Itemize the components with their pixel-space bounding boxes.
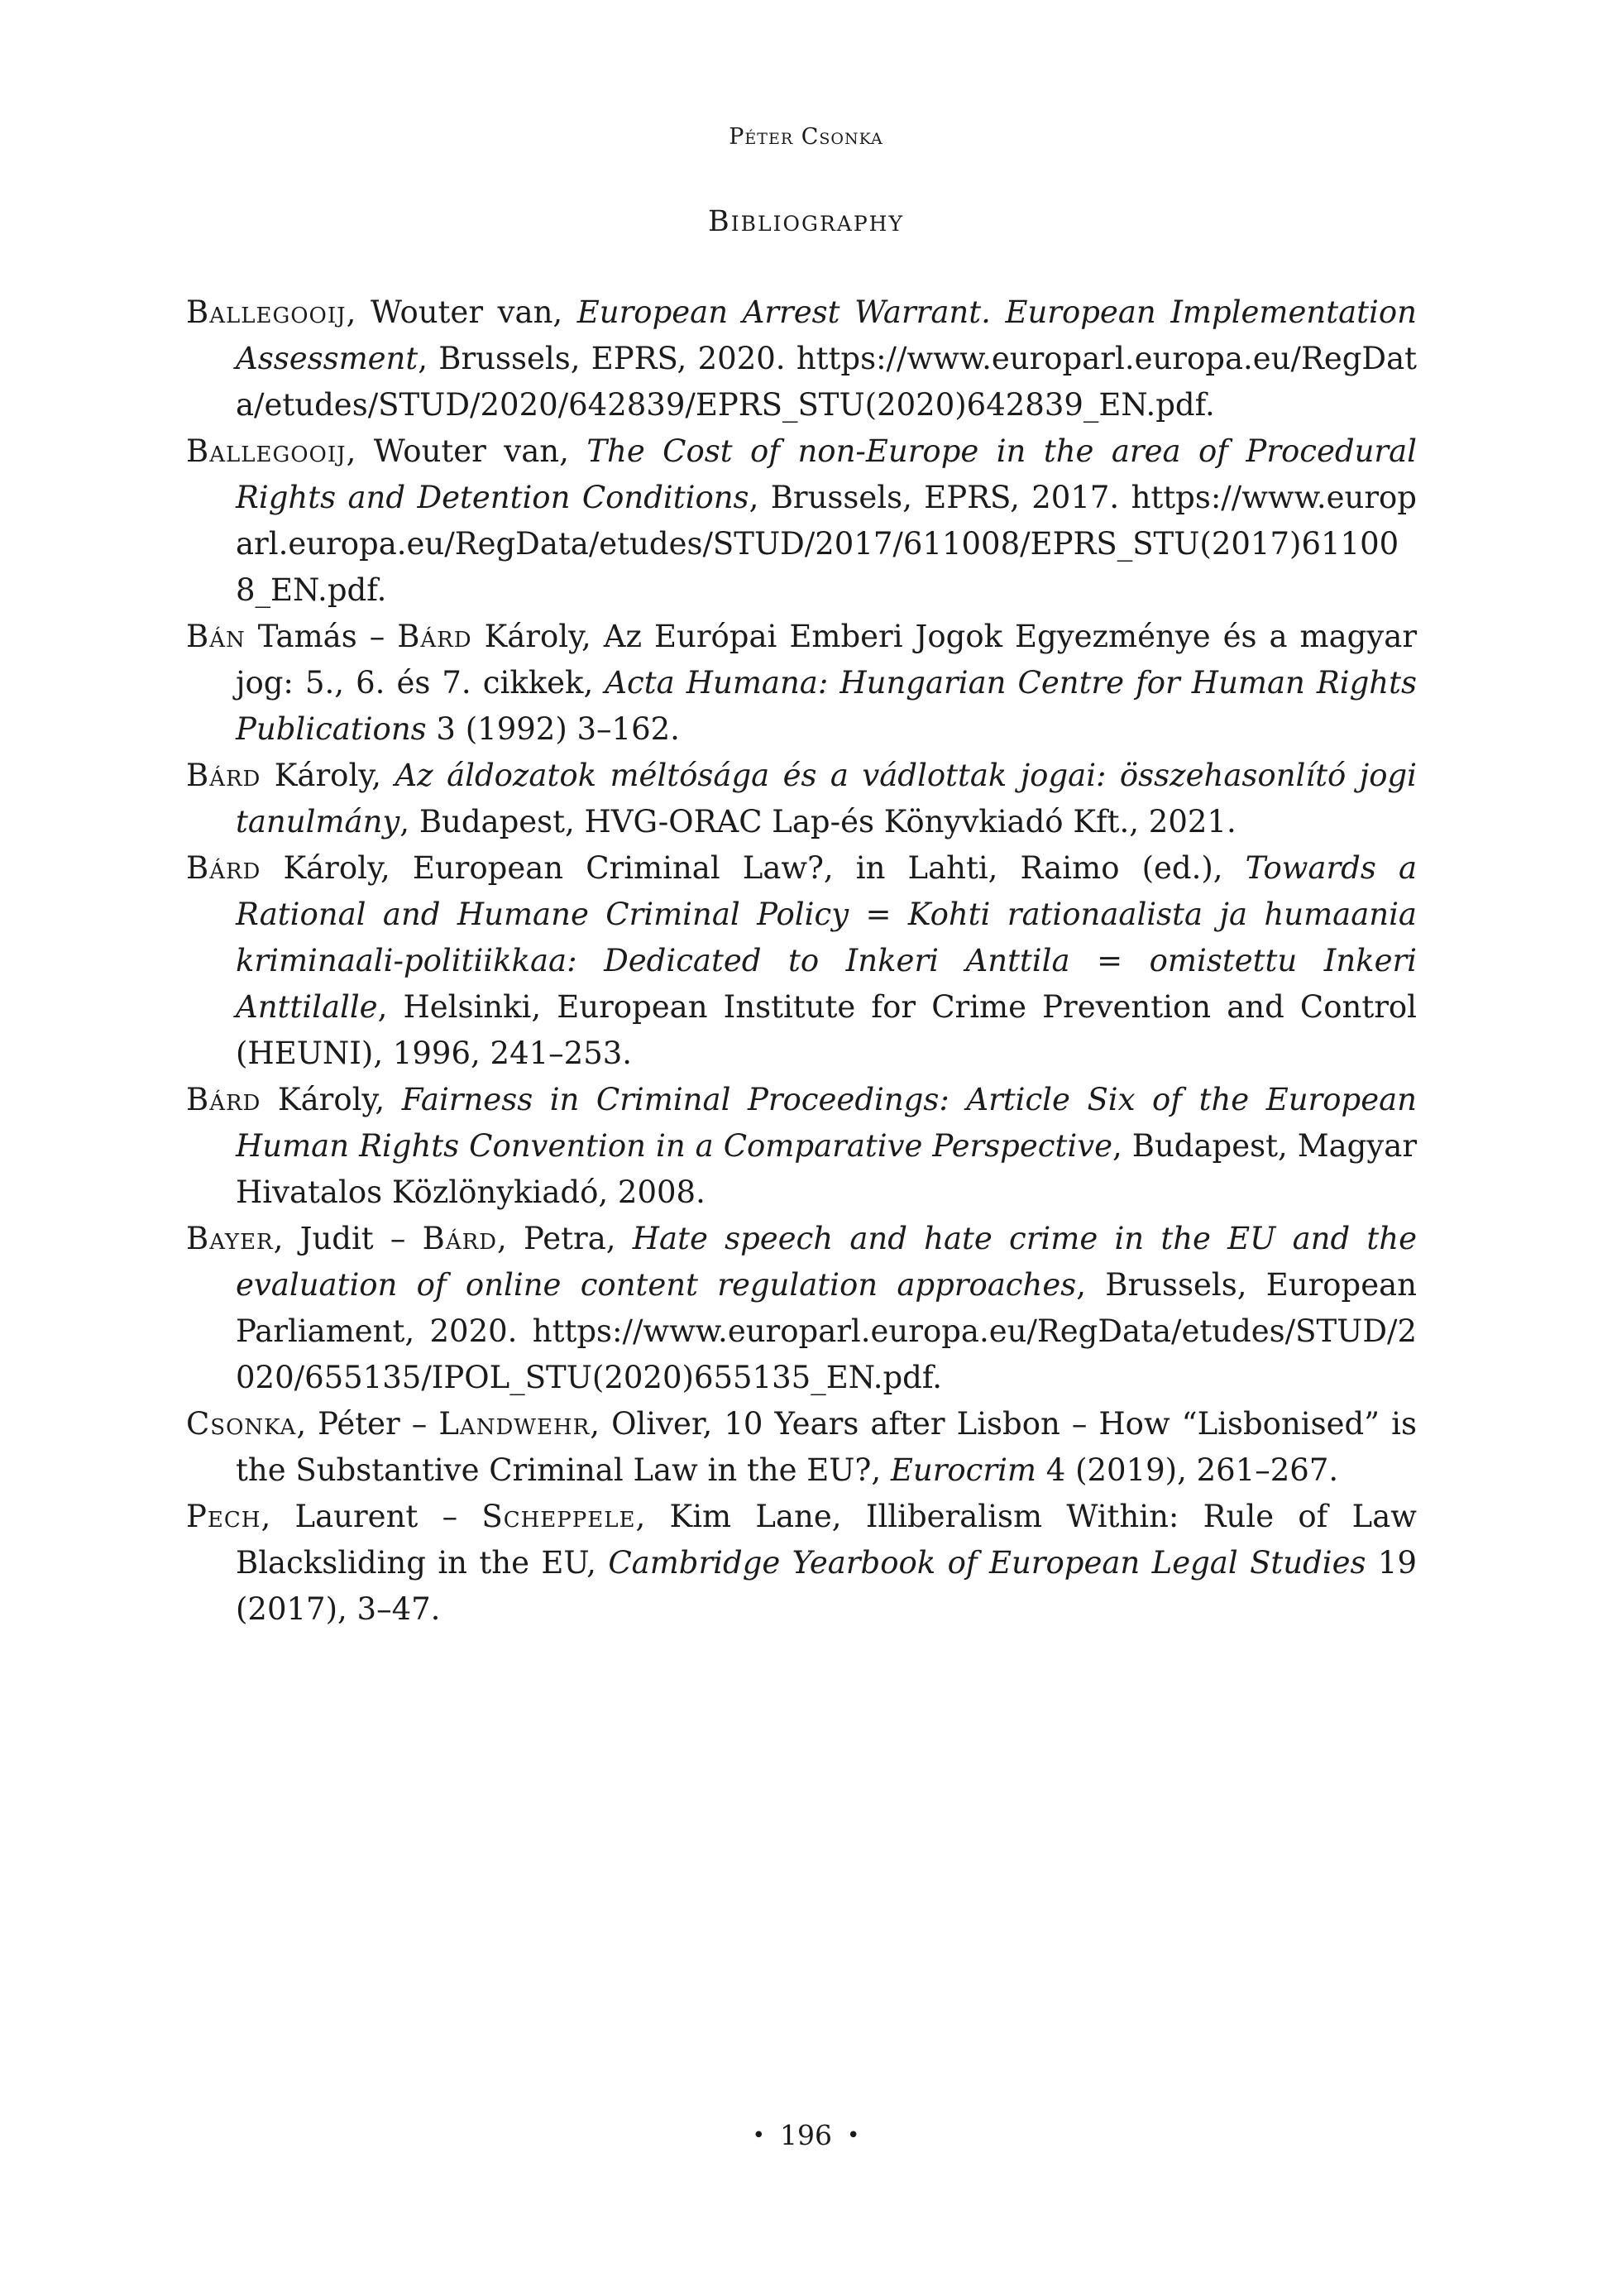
entry-text: Károly, <box>261 1082 402 1117</box>
entry-publication: , Helsinki, European Institute for Crime Prevention and Control (HEUNI), 1996, 241–253. <box>236 989 1417 1071</box>
entry-coauthor-surname: Bárd <box>397 619 472 654</box>
entry-author-surname: Pech <box>186 1499 261 1534</box>
entry-title: Cambridge Yearbook of European Legal Studies <box>608 1545 1366 1581</box>
bibliography-list <box>186 289 1417 1633</box>
page-number: 196 <box>780 2119 832 2151</box>
bibliography-entry <box>186 1216 1417 1401</box>
entry-text: , Kim Lane, Illiberalism Within: Rule of Law Blacksliding in the EU, <box>236 1499 1417 1581</box>
entry-coauthor-surname: Bárd <box>422 1221 498 1256</box>
entry-coauthor-surname: Landwehr <box>438 1406 591 1442</box>
section-title: Bibliography <box>708 205 904 238</box>
entry-coauthor-surname: Scheppele <box>481 1499 636 1534</box>
entry-publication: 4 (2019), 261–267. <box>1036 1452 1339 1488</box>
entry-author-surname: Bárd <box>186 1082 261 1117</box>
entry-text: , Wouter van, <box>346 294 577 330</box>
entry-text: , Péter – <box>296 1406 439 1442</box>
entry-title: Acta Humana: Hungarian Centre for Human Rights Publications <box>236 665 1417 747</box>
bibliography-entry <box>186 428 1417 614</box>
entry-publication: , Budapest, HVG-ORAC Lap-és Könyvkiadó Kft., 2021. <box>399 804 1237 839</box>
bibliography-entry <box>186 1494 1417 1633</box>
bibliography-entry <box>186 1401 1417 1494</box>
entry-publication: , Budapest, Magyar Hivatalos Közlönykiadó, 2008. <box>236 1128 1418 1210</box>
entry-text: , Laurent – <box>261 1499 482 1534</box>
entry-text: , Oliver, 10 Years after Lisbon – How “Lisbonised” is the Substantive Criminal Law in the EU?, <box>236 1406 1417 1488</box>
entry-url[interactable]: https://www.europarl.europa.eu/RegData/etudes/STUD/2017/611008/EPRS_STU(2017)611008_EN.pdf. <box>236 480 1417 608</box>
entry-text: , Petra, <box>497 1221 633 1256</box>
page-footer <box>0 2119 1612 2151</box>
entry-publication: , Brussels, EPRS, 2017. <box>749 480 1131 515</box>
bibliography-entry <box>186 753 1417 845</box>
entry-text: , Judit – <box>273 1221 423 1256</box>
bibliography-entry <box>186 614 1417 753</box>
entry-title: The Cost of non-Europe in the area of Procedural Rights and Detention Conditions <box>236 433 1417 515</box>
entry-url[interactable]: https://www.europarl.europa.eu/RegData/etudes/STUD/2020/642839/EPRS_STU(2020)642839_EN.pdf. <box>236 341 1417 423</box>
bibliography-entry <box>186 1077 1417 1216</box>
running-head-author: Péter Csonka <box>729 124 883 150</box>
entry-author-surname: Bayer <box>186 1221 274 1256</box>
entry-text: Tamás – <box>245 619 398 654</box>
entry-publication: , Brussels, European Parliament, 2020. <box>236 1267 1418 1349</box>
entry-publication: , Brussels, EPRS, 2020. <box>418 341 796 376</box>
bullet-ornament-icon: • <box>847 2123 860 2148</box>
entry-author-surname: Csonka <box>186 1406 297 1442</box>
entry-publication: 3 (1992) 3–162. <box>426 711 680 747</box>
entry-title: Hate speech and hate crime in the EU and the evaluation of online content regulation approaches <box>236 1221 1417 1303</box>
entry-title: Az áldozatok méltósága és a vádlottak jogai: összehasonlító jogi tanulmány <box>236 758 1418 839</box>
entry-text: Károly, European Criminal Law?, in Lahti, Raimo (ed.), <box>261 850 1246 886</box>
entry-title: European Arrest Warrant. European Implementation Assessment <box>236 294 1417 376</box>
entry-publication: 19 (2017), 3–47. <box>236 1545 1418 1627</box>
entry-text: Károly, Az Európai Emberi Jogok Egyezménye és a magyar jog: 5., 6. és 7. cikkek, <box>236 619 1418 701</box>
entry-text: Károly, <box>261 758 395 793</box>
bibliography-entry <box>186 845 1417 1077</box>
entry-author-surname: Ballegooij <box>186 433 347 469</box>
bullet-ornament-icon: • <box>752 2123 765 2148</box>
entry-title: Fairness in Criminal Proceedings: Article Six of the European Human Rights Convention in a Comparative Perspective <box>236 1082 1417 1164</box>
entry-title: Towards a Rational and Humane Criminal Policy = Kohti rationaalista ja humaania kriminaali-politiikkaa: Dedicated to Inkeri Anttila = omistettu Inkeri Anttilalle <box>236 850 1417 1025</box>
entry-author-surname: Bárd <box>186 850 261 886</box>
entry-author-surname: Bárd <box>186 758 261 793</box>
entry-text: , Wouter van, <box>346 433 587 469</box>
entry-author-surname: Ballegooij <box>186 294 347 330</box>
entry-url[interactable]: https://www.europarl.europa.eu/RegData/etudes/STUD/2020/655135/IPOL_STU(2020)655135_EN.pdf. <box>236 1313 1417 1395</box>
entry-author-surname: Bán <box>186 619 246 654</box>
entry-title: Eurocrim <box>890 1452 1036 1488</box>
bibliography-entry <box>186 289 1417 428</box>
